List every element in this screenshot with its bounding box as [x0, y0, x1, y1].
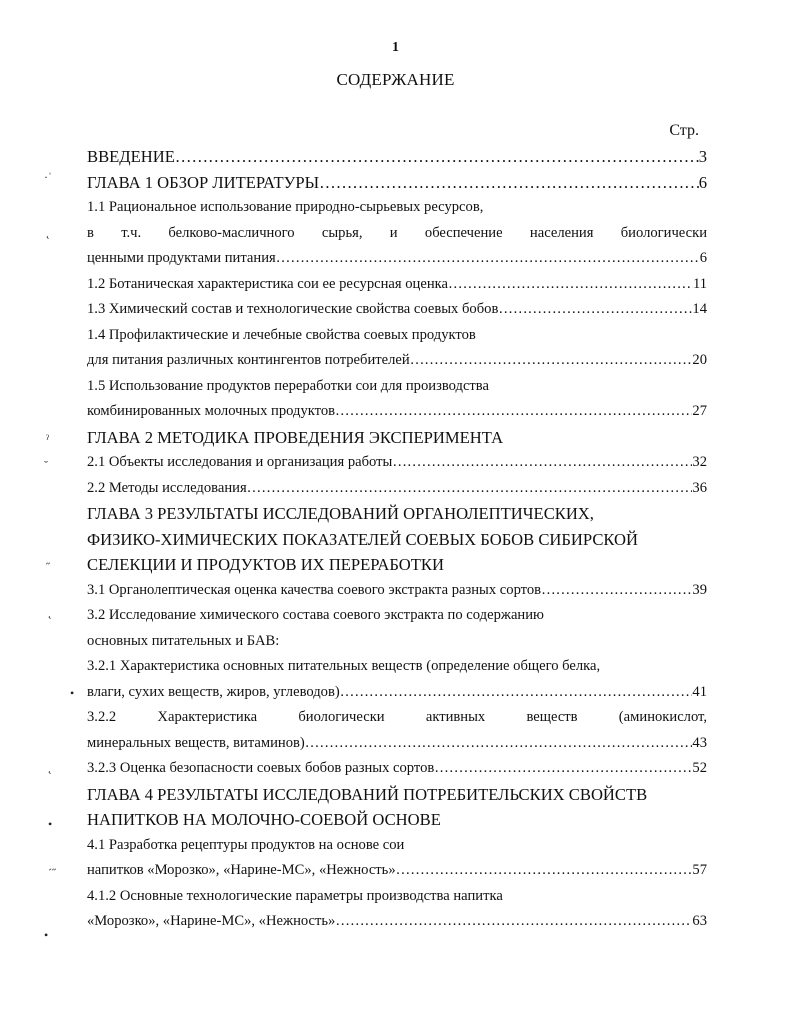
toc-entry-4-1-2[interactable]: «Морозко», «Нарине-МС», «Нежность» …………………………………………………………………………………………………………………………………………………… 63 — [87, 909, 707, 935]
toc-entry-1-5-line1: 1.5 Использование продуктов переработки сои для производства — [87, 377, 489, 394]
toc-entry-2-2[interactable]: 2.2 Методы исследования …………………………………………………………………………………………………………………………………………………… 36 — [87, 476, 707, 502]
toc-entry-3-2-2[interactable]: минеральных веществ, витаминов) …………………………………………………………………………………………………………………………………………………… 43 — [87, 731, 707, 757]
toc-entry-chapter-3-line2: ФИЗИКО-ХИМИЧЕСКИХ ПОКАЗАТЕЛЕЙ СОЕВЫХ БОБОВ СИБИРСКОЙ — [87, 529, 639, 549]
page-number: 1 — [392, 40, 399, 55]
toc-entry-1-2[interactable]: 1.2 Ботаническая характеристика сои ее ресурсная оценка …………………………………………………………………………………………………………………………………………………… 11 — [87, 272, 707, 298]
toc-entry-3-2-1-line1: 3.2.1 Характеристика основных питательных веществ (определение общего белка, — [87, 658, 601, 674]
toc-entry-chapter-4-line1[interactable]: ГЛАВА 4 РЕЗУЛЬТАТЫ ИССЛЕДОВАНИЙ ПОТРЕБИТЕЛЬСКИХ СВОЙСТВ — [87, 784, 648, 804]
toc-entry-chapter-1[interactable]: ГЛАВА 1 ОБЗОР ЛИТЕРАТУРЫ …………………………………………………………………………………………………………………………………………………… 6 — [87, 170, 707, 196]
toc-entry-3-2-line2: основных питательных и БАВ: — [87, 632, 280, 649]
toc-entry-1-1-line2: в т.ч. белково-масличного сырья, и обеспечение населения биологически — [87, 224, 707, 241]
table-of-contents — [87, 144, 707, 935]
toc-entry-1-1[interactable]: ценными продуктами питания …………………………………………………………………………………………………………………………………………………… 6 — [87, 246, 707, 272]
toc-entry-chapter-3-line3: СЕЛЕКЦИИ И ПРОДУКТОВ ИХ ПЕРЕРАБОТКИ — [87, 555, 444, 574]
toc-entry-3-2-2-line1: 3.2.2 Характеристика биологически активных веществ (аминокислот, — [87, 709, 707, 725]
toc-entry-2-1[interactable]: 2.1 Объекты исследования и организация работы …………………………………………………………………………………………………………………………………………………… 32 — [87, 450, 707, 476]
toc-entry-3-2-3[interactable]: 3.2.3 Оценка безопасности соевых бобов разных сортов …………………………………………………………………………………………………………………………………………………… 52 — [87, 756, 707, 782]
toc-entry-1-4-line1: 1.4 Профилактические и лечебные свойства соевых продуктов — [87, 326, 476, 343]
toc-entry-3-2-1[interactable]: влаги, сухих веществ, жиров, углеводов) …………………………………………………………………………………………………………………………………………………… 41 — [87, 680, 707, 706]
pages-column-label: Стр. — [669, 122, 699, 139]
toc-entry-1-1-line1: 1.1 Рациональное использование природно-сырьевых ресурсов, — [87, 199, 484, 215]
toc-entry-1-3[interactable]: 1.3 Химический состав и технологические свойства соевых бобов …………………………………………………………………………………………………………………………………………………… 14 — [87, 297, 707, 323]
toc-entry-1-5[interactable]: комбинированных молочных продуктов …………………………………………………………………………………………………………………………………………………… 27 — [87, 399, 707, 425]
toc-entry-3-1[interactable]: 3.1 Органолептическая оценка качества соевого экстракта разных сортов …………………………………………………………………………………………………………………………………………………… 39 — [87, 578, 707, 604]
toc-entry-4-1-line1: 4.1 Разработка рецептуры продуктов на основе сои — [87, 836, 405, 853]
toc-entry-chapter-2[interactable]: ГЛАВА 2 МЕТОДИКА ПРОВЕДЕНИЯ ЭКСПЕРИМЕНТА — [87, 427, 504, 447]
toc-entry-1-4[interactable]: для питания различных контингентов потребителей …………………………………………………………………………………………………………………………………………………… 20 — [87, 348, 707, 374]
toc-entry-4-1[interactable]: напитков «Морозко», «Нарине-МС», «Нежность» …………………………………………………………………………………………………………………………………………………… 57 — [87, 858, 707, 884]
toc-entry-4-1-2-line1: 4.1.2 Основные технологические параметры производства напитка — [87, 887, 503, 904]
page-title: СОДЕРЖАНИЕ — [336, 70, 455, 89]
toc-entry-chapter-3-line1[interactable]: ГЛАВА 3 РЕЗУЛЬТАТЫ ИССЛЕДОВАНИЙ ОРГАНОЛЕПТИЧЕСКИХ, — [87, 504, 594, 523]
toc-entry-3-2-line1[interactable]: 3.2 Исследование химического состава соевого экстракта по содержанию — [87, 607, 544, 623]
toc-entry-intro[interactable]: ВВЕДЕНИЕ …………………………………………………………………………………………………………………………………………………… 3 — [87, 144, 707, 170]
toc-entry-chapter-4-line2: НАПИТКОВ НА МОЛОЧНО-СОЕВОЙ ОСНОВЕ — [87, 810, 441, 829]
